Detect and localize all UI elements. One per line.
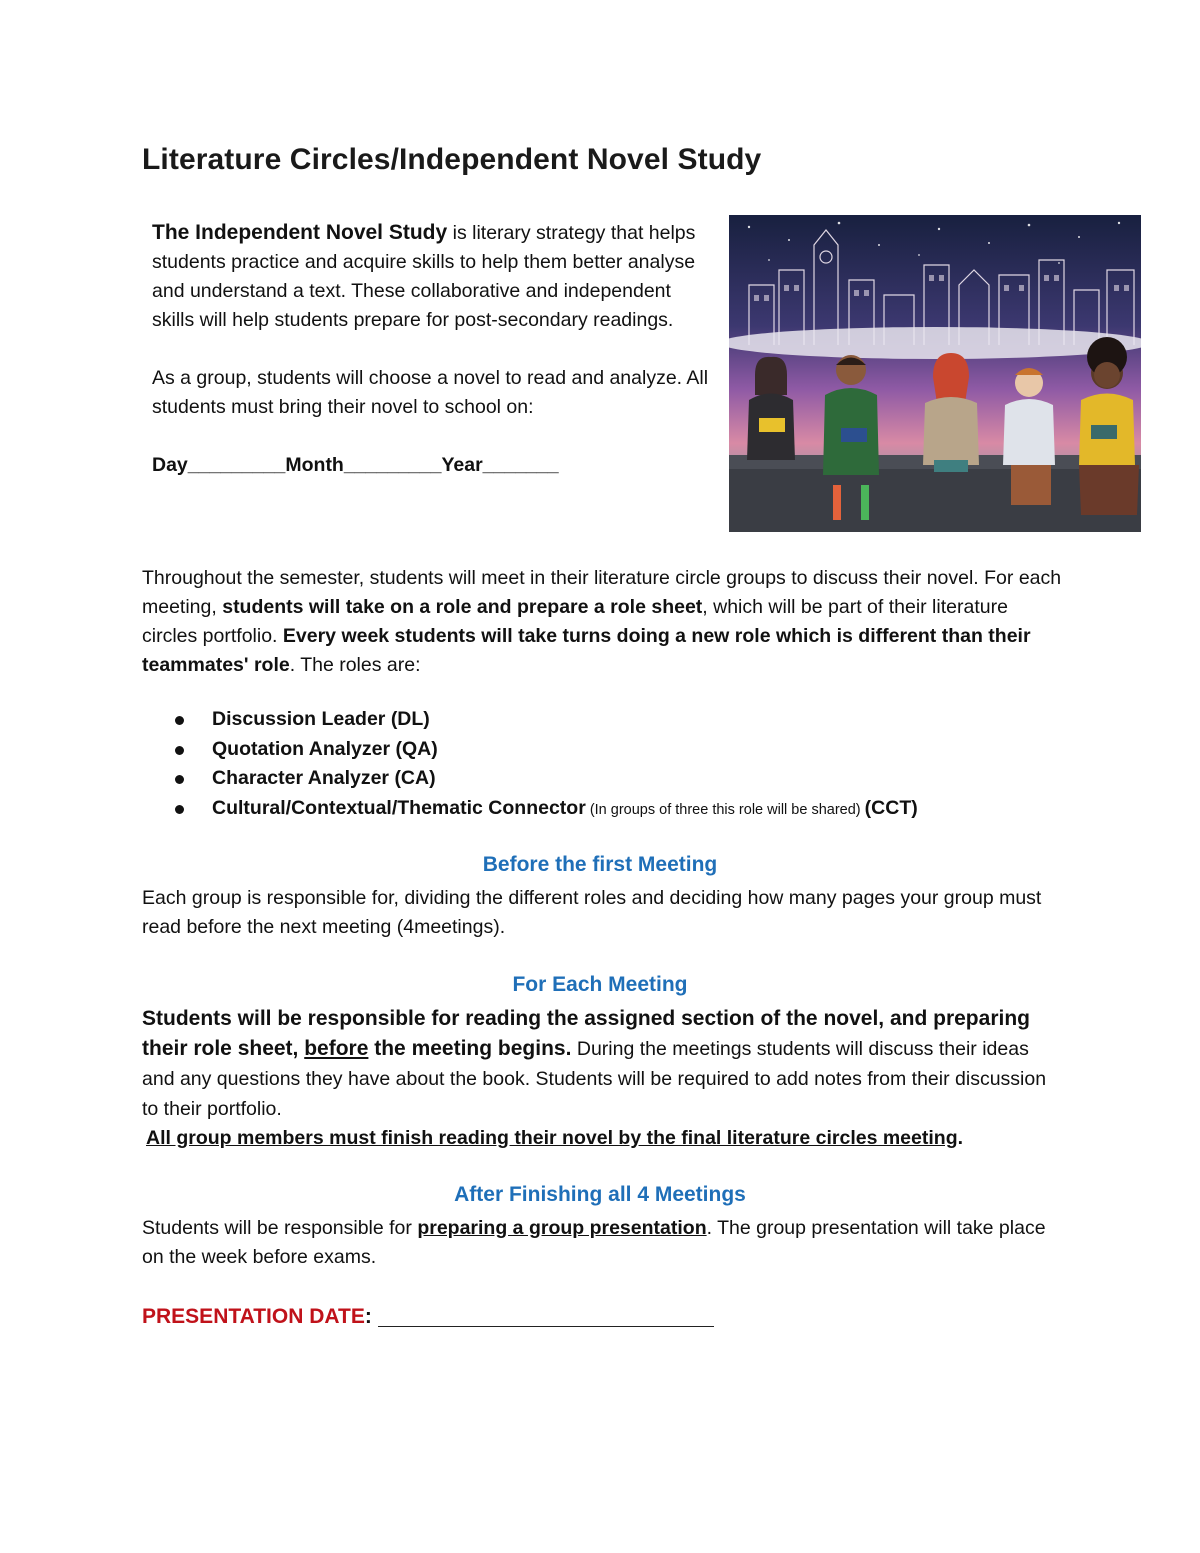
presentation-date-line: PRESENTATION DATE: — [142, 1305, 714, 1329]
roles-list — [142, 705, 1062, 823]
before-first-meeting-text: Each group is responsible for, dividing the different roles and deciding how many pages your group must read before the next meeting (4meetings). — [142, 887, 1042, 938]
novel-date-line: Day_________Month_________Year_______ — [152, 454, 559, 476]
intro-paragraph — [152, 218, 712, 335]
intro-lead-rest: is literary strategy that helps students practice and acquire skills to help them better analyse and understand a text. These collaborative and independent skills will help students prepare for post-secondary readings. — [152, 222, 696, 331]
role-quotation-analyzer: Quotation Analyzer (QA) — [142, 735, 1062, 765]
intro-paragraph-2: As a group, students will choose a novel to read and analyze. All students must bring their novel to school on: — [152, 367, 709, 418]
heading-before-first-meeting: Before the first Meeting — [482, 853, 718, 876]
roles-intro-paragraph: Throughout the semester, students will meet in their literature circle groups to discuss their novel. For each meeting, students will take on a role and prepare a role sheet, which will be part of their literature circles portfolio. Every week students will take turns doing a new role which is different than their teammates' role. The roles are: — [142, 567, 1062, 676]
each-meeting-text: Students will be responsible for reading the assigned section of the novel, and preparing their role sheet, before the meeting begins. During the meetings students will discuss their ideas and any questions they have about the book. Students will be required to add notes from their discussion to their portfolio. — [142, 1007, 1047, 1120]
final-meeting-requirement: All group members must finish reading their novel by the final literature circles meeting. — [146, 1127, 964, 1149]
students-reading-illustration — [729, 215, 1141, 532]
after-meetings-text: Students will be responsible for preparing a group presentation. The group presentation will take place on the week before exams. — [142, 1217, 1046, 1268]
presentation-date-label: PRESENTATION DATE — [142, 1305, 365, 1328]
document-title: Literature Circles/Independent Novel Study — [142, 143, 762, 176]
role-discussion-leader: Discussion Leader (DL) — [142, 705, 1062, 735]
heading-for-each-meeting: For Each Meeting — [512, 973, 688, 996]
heading-after-meetings: After Finishing all 4 Meetings — [454, 1183, 746, 1206]
presentation-date-blank[interactable] — [378, 1325, 714, 1327]
intro-section — [152, 218, 712, 480]
role-cultural-connector: Cultural/Contextual/Thematic Connector (In groups of three this role will be shared) (CCT) — [142, 794, 1062, 824]
role-character-analyzer: Character Analyzer (CA) — [142, 764, 1062, 794]
intro-lead: The Independent Novel Study — [152, 221, 448, 244]
